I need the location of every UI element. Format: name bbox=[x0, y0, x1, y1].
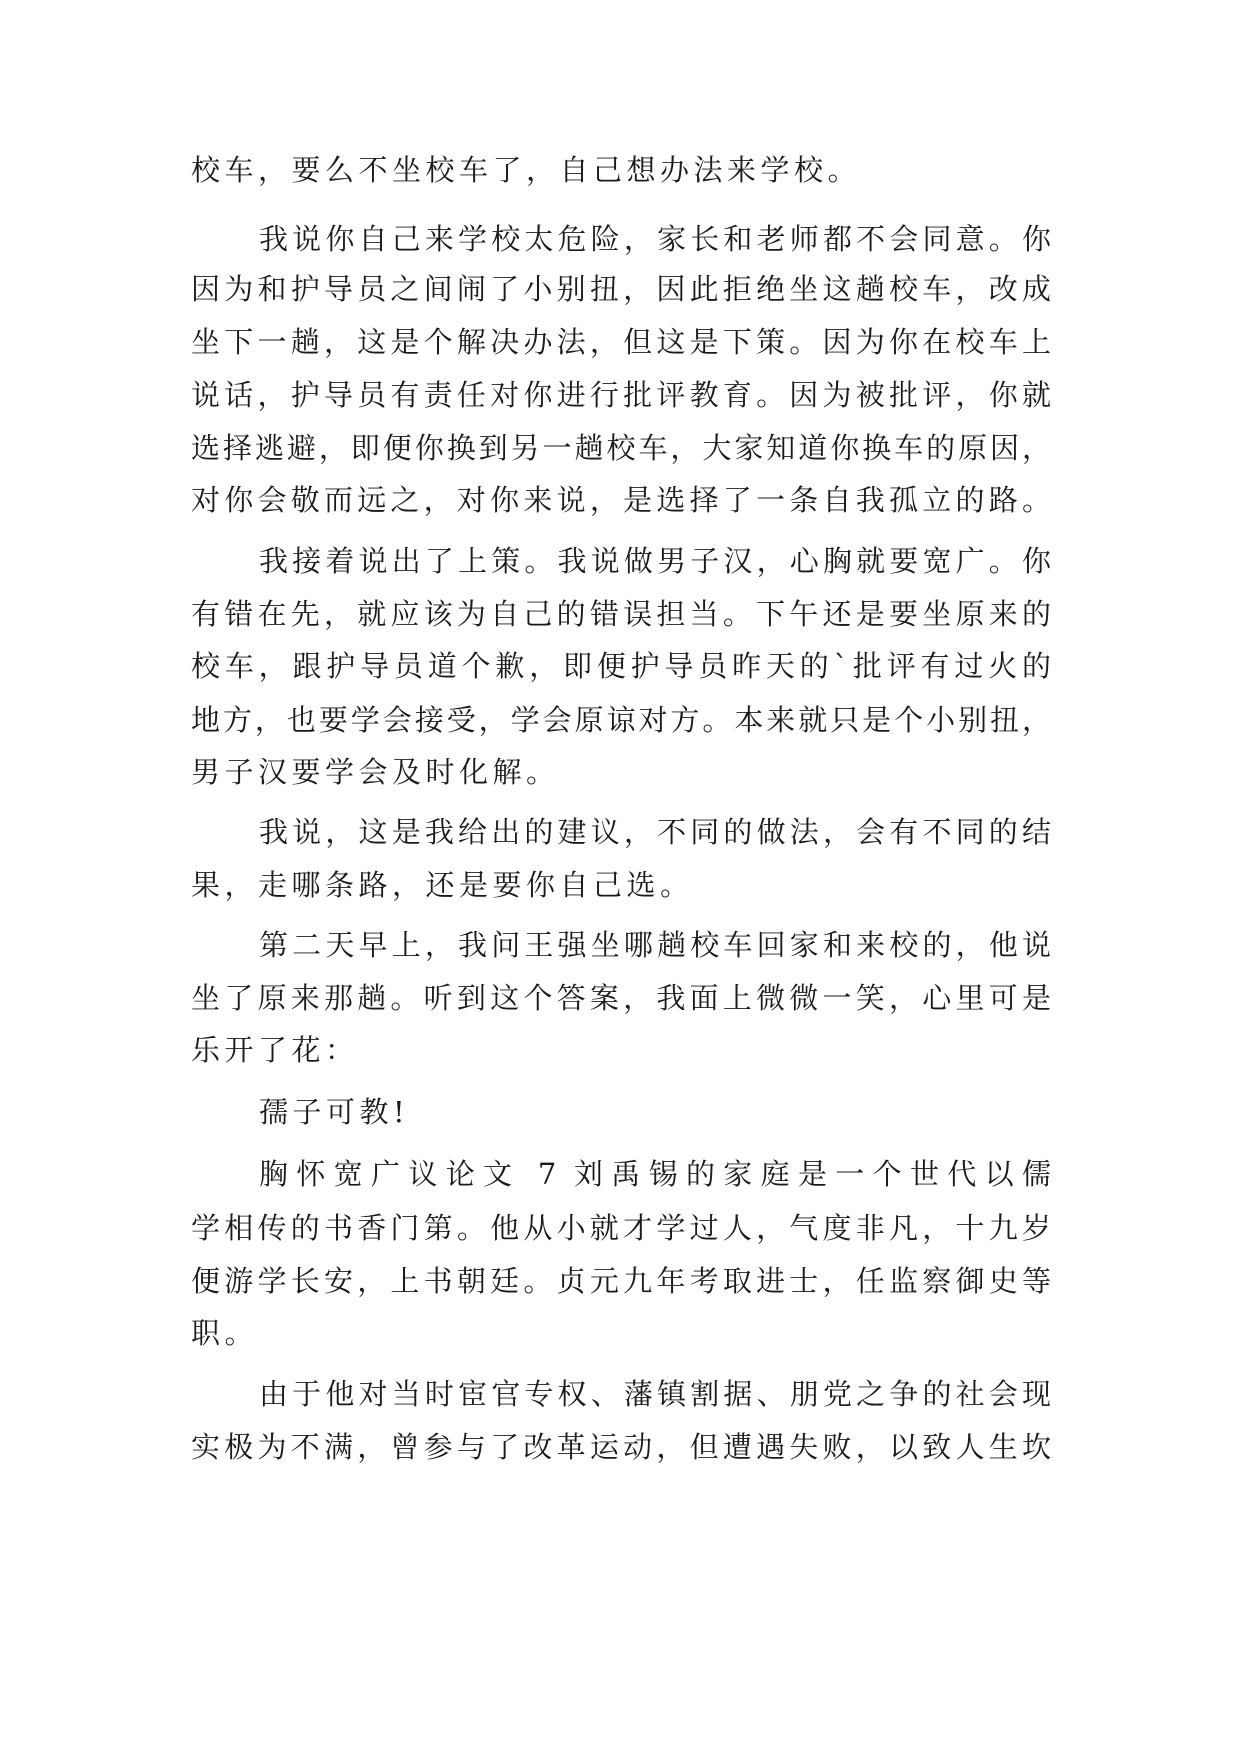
text-line-8: 我接着说出了上策。我说做男子汉，心胸就要宽广。你 bbox=[259, 544, 1051, 578]
text-line-11: 地方，也要学会接受，学会原谅对方。本来就只是个小别扭， bbox=[191, 703, 1051, 737]
text-line-3: 因为和护导员之间闹了小别扭，因此拒绝坐这趟校车，改成 bbox=[191, 272, 1051, 306]
text-line-6: 选择逃避，即便你换到另一趟校车，大家知道你换车的原因， bbox=[191, 431, 1051, 465]
text-line-23: 由于他对当时宦官专权、藩镇割据、朋党之争的社会现 bbox=[259, 1377, 1051, 1411]
text-line-13: 我说，这是我给出的建议，不同的做法，会有不同的结 bbox=[259, 815, 1051, 849]
text-line-7: 对你会敬而远之，对你来说，是选择了一条自我孤立的路。 bbox=[191, 483, 1051, 517]
text-line-10: 校车，跟护导员道个歉，即便护导员昨天的`批评有过火的 bbox=[191, 649, 1051, 683]
text-line-19: 胸怀宽广议论文 7 刘禹锡的家庭是一个世代以儒 bbox=[259, 1157, 1051, 1191]
text-line-16: 坐了原来那趟。听到这个答案，我面上微微一笑，心里可是 bbox=[191, 981, 1051, 1015]
text-line-22: 职。 bbox=[191, 1316, 259, 1350]
text-line-4: 坐下一趟，这是个解决办法，但这是下策。因为你在校车上 bbox=[191, 325, 1051, 359]
text-line-24: 实极为不满，曾参与了改革运动，但遭遇失败，以致人生坎 bbox=[191, 1430, 1051, 1464]
text-line-14: 果，走哪条路，还是要你自己选。 bbox=[191, 868, 694, 902]
text-line-15: 第二天早上，我问王强坐哪趟校车回家和来校的，他说 bbox=[259, 928, 1051, 962]
text-line-2: 我说你自己来学校太危险，家长和老师都不会同意。你 bbox=[259, 222, 1051, 256]
text-line-12: 男子汉要学会及时化解。 bbox=[191, 755, 560, 789]
text-line-1: 校车，要么不坐校车了，自己想办法来学校。 bbox=[191, 153, 862, 187]
text-line-20: 学相传的书香门第。他从小就才学过人，气度非凡，十九岁 bbox=[191, 1211, 1051, 1245]
text-line-17: 乐开了花： bbox=[191, 1033, 359, 1067]
text-line-21: 便游学长安，上书朝廷。贞元九年考取进士，任监察御史等 bbox=[191, 1264, 1051, 1298]
text-line-9: 有错在先，就应该为自己的错误担当。下午还是要坐原来的 bbox=[191, 597, 1051, 631]
text-line-5: 说话，护导员有责任对你进行批评教育。因为被批评，你就 bbox=[191, 378, 1051, 412]
text-line-18: 孺子可教! bbox=[259, 1095, 410, 1129]
